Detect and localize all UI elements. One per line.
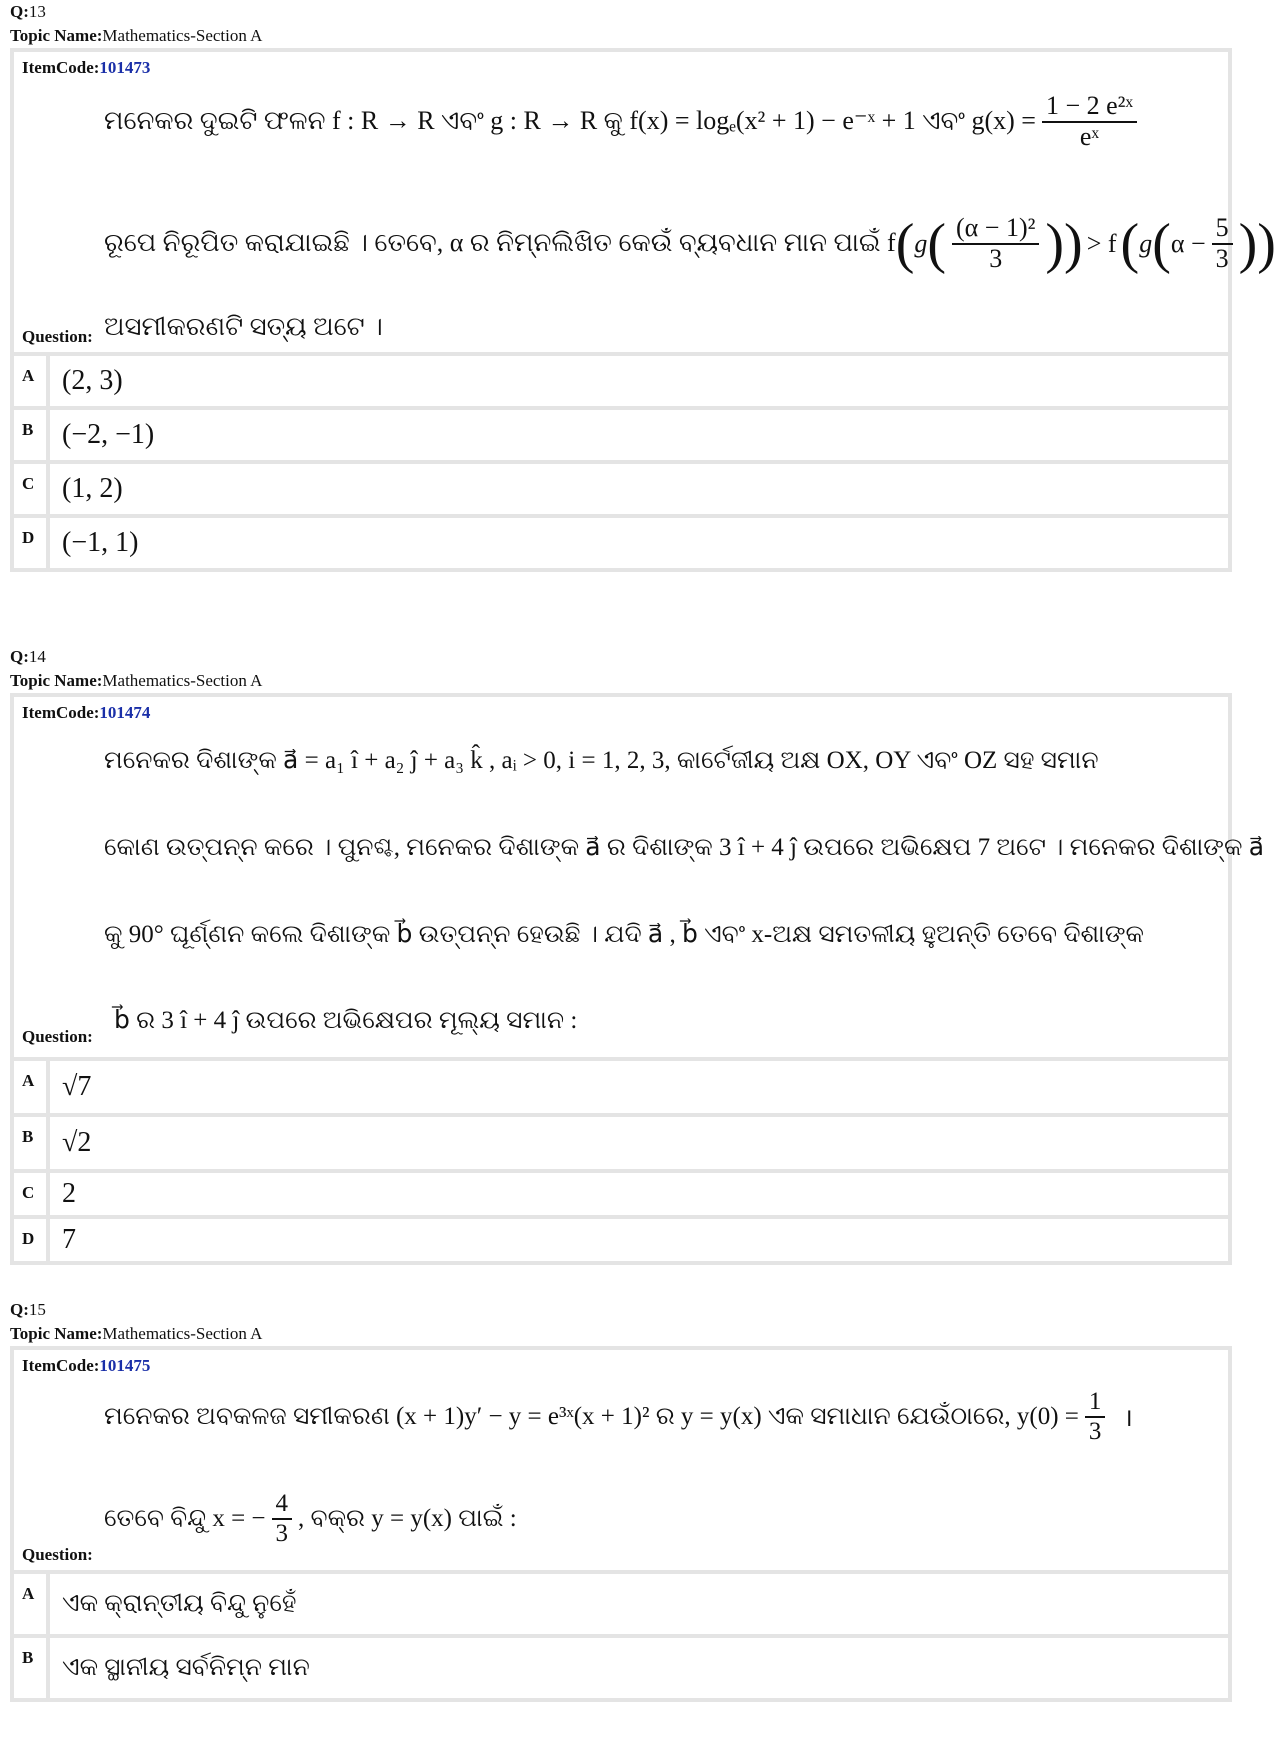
question-line-2: ତେବେ ବିନ୍ଦୁ x = − $\frac{4}{3}$ , ବକ୍ର y = y(x) ପାଇଁ : <box>104 1490 517 1547</box>
question-body <box>14 82 1276 352</box>
question-box <box>10 48 1276 572</box>
item-code: ItemCode:101475 <box>22 1356 151 1375</box>
question-line-2: ରୂପେ ନିରୂପିତ କରାଯାଇଛି । ତେବେ, α ର ନିମ୍ନଲିଖିତ କେଉଁ ବ୍ୟବଧାନ ମାନ ପାଇଁ f ( g ( $\frac{\text{(α − 1)²}}{3}$ )) > f ( g ( α − $\frac{5}{3}$ )) <box>104 212 1276 275</box>
question-label: Question: <box>22 327 93 346</box>
question-line-2: କୋଣ ଉତ୍ପନ୍ନ କରେ । ପୁନଶ୍ଚ, ମନେକର ଦିଶାଙ୍କ a⃗ ର ଦିଶାଙ୍କ 3 î + 4 ĵ ଉପରେ ଅଭିକ୍ଷେପ 7 ଅଟେ । ମନେକର ଦିଶାଙ୍କ a⃗ <box>104 834 1265 861</box>
question-15 <box>10 1298 1232 1702</box>
option-a[interactable]: A √7 <box>14 1057 1228 1113</box>
gx-fraction: $\frac{\text{1 − 2 e²ˣ}}{\text{eˣ}}$ <box>1042 92 1137 151</box>
option-d[interactable]: D (−1, 1) <box>14 514 1228 568</box>
question-box <box>10 1346 1232 1702</box>
question-line-1: ମନେକର ଦିଶାଙ୍କ a⃗ = a₁ î + a₂ ĵ + a₃ k̂ , aᵢ > 0, i = 1, 2, 3, କାର୍ଟେଜୀୟ ଅକ୍ଷ OX, OY ଏବଂ OZ ସହ ସମାନ <box>104 747 1099 774</box>
option-a[interactable]: A (2, 3) <box>14 352 1228 406</box>
question-number: Q:13 <box>10 2 46 21</box>
question-line-3: ଅସମୀକରଣଟି ସତ୍ୟ ଅଟେ । <box>104 312 383 341</box>
question-13 <box>10 0 1276 572</box>
question-body <box>14 727 1265 1057</box>
question-line-1: ମନେକର ଅବକଳଜ ସମୀକରଣ (x + 1)y′ − y = e³ˣ(x + 1)² ର y = y(x) ଏକ ସମାଧାନ ଯେଉଁଠାରେ, y(0) = $\frac{1}{3}$ । <box>104 1388 1133 1445</box>
question-line-3: କୁ 90° ଘୂର୍ଣ୍ଣନ କଲେ ଦିଶାଙ୍କ b⃗ ଉତ୍ପନ୍ନ ହେଉଛି । ଯଦି a⃗ , b⃗ ଏବଂ x-ଅକ୍ଷ ସମତଳୀୟ ହୁଅନ୍ତି ତେବେ ଦିଶାଙ୍କ <box>104 921 1145 948</box>
question-14 <box>10 645 1265 1265</box>
y0-fraction: $\frac{1}{3}$ <box>1085 1388 1106 1445</box>
option-c[interactable]: C 2 <box>14 1169 1228 1215</box>
option-c[interactable]: C (1, 2) <box>14 460 1228 514</box>
question-label: Question: <box>22 1027 93 1046</box>
x-fraction: $\frac{4}{3}$ <box>272 1490 293 1547</box>
option-b[interactable]: B ଏକ ସ୍ଥାନୀୟ ସର୍ବନିମ୍ନ ମାନ <box>14 1634 1228 1698</box>
question-label: Question: <box>22 1545 93 1564</box>
question-box <box>10 693 1265 1265</box>
question-number: Q:15 <box>10 1300 46 1319</box>
topic-line: Topic Name:Mathematics-Section A <box>10 671 263 690</box>
question-body <box>14 1380 1228 1570</box>
item-code: ItemCode:101473 <box>22 58 151 77</box>
question-line-1: ମନେକର ଦୁଇଟି ଫଳନ f : R → R ଏବଂ g : R → R କୁ f(x) = logₑ(x² + 1) − e⁻ˣ + 1 ଏବଂ g(x) = $\frac{\text{1 − 2 e²ˣ}}{\text{eˣ}}$ <box>104 92 1143 151</box>
topic-line: Topic Name:Mathematics-Section A <box>10 26 263 45</box>
left-fraction: $\frac{\text{(α − 1)²}}{3}$ <box>952 214 1039 273</box>
topic-line: Topic Name:Mathematics-Section A <box>10 1324 263 1343</box>
option-d[interactable]: D 7 <box>14 1215 1228 1261</box>
question-line-4: b⃗ ର 3 î + 4 ĵ ଉପରେ ଅଭିକ୍ଷେପର ମୂଲ୍ୟ ସମାନ : <box>114 1007 578 1034</box>
item-code: ItemCode:101474 <box>22 703 151 722</box>
right-fraction: $\frac{5}{3}$ <box>1212 214 1233 273</box>
option-a[interactable]: A ଏକ କ୍ରାନ୍ତୀୟ ବିନ୍ଦୁ ନୁହେଁ <box>14 1570 1228 1634</box>
option-b[interactable]: B (−2, −1) <box>14 406 1228 460</box>
question-number: Q:14 <box>10 647 46 666</box>
option-b[interactable]: B √2 <box>14 1113 1228 1169</box>
